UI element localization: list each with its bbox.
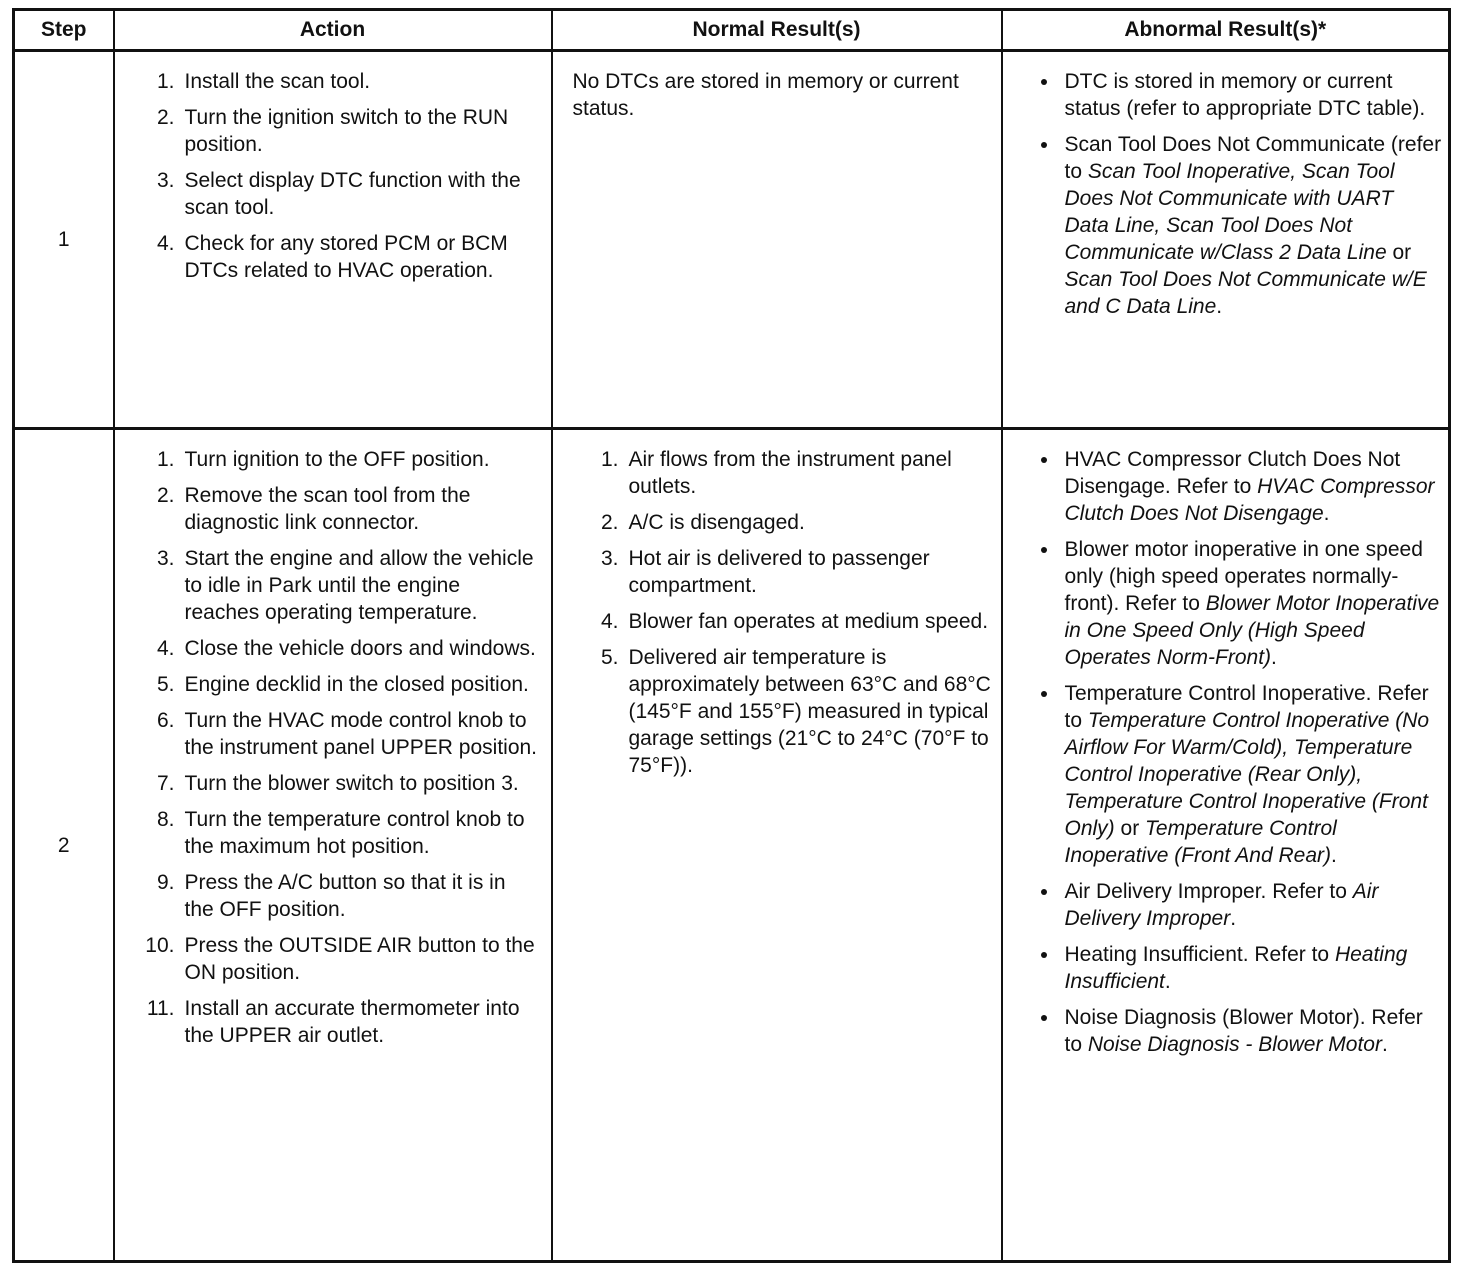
item-number: 1. [156,448,175,471]
item-text: Close the vehicle doors and windows. [184,637,536,660]
abnormal-result-cell [1002,51,1450,429]
item-text: Blower fan operates at medium speed. [628,610,989,633]
item-number: 1. [156,70,175,93]
item-number: 4. [600,610,619,633]
item-text: A/C is disengaged. [628,511,805,534]
item-text: or [1114,817,1146,840]
header-action: Action [114,10,552,51]
list-item [1003,68,1443,122]
step-number: 1 [14,51,114,429]
item-text: . [1216,295,1223,318]
item-text: Select display DTC function with the scan tool. [184,169,521,219]
header-step: Step [14,10,114,51]
list-item [1003,1004,1443,1058]
reference-title: Air Delivery Improper [1064,880,1379,930]
list-item [115,68,541,95]
item-number: 2. [600,511,619,534]
list-item [115,932,541,986]
reference-title: HVAC Compressor Clutch Does Not Disengage [1064,475,1435,525]
item-number: 9. [156,871,175,894]
item-text: . [1164,970,1171,993]
item-text: Remove the scan tool from the diagnostic link connector. [184,484,471,534]
action-cell [114,429,552,1262]
item-number: 11. [146,997,175,1020]
header-normal-results: Normal Result(s) [552,10,1002,51]
item-text: or [1386,241,1412,264]
list-item [1003,446,1443,527]
item-text: Air Delivery Improper. Refer to [1064,880,1353,903]
item-number: 3. [600,547,619,570]
item-text: HVAC Compressor Clutch Does Not Disengage. Refer to [1064,448,1401,498]
bullet-icon [1041,79,1047,85]
item-number: 3. [156,169,175,192]
reference-title: Heating Insufficient [1064,943,1408,993]
bullet-icon [1041,952,1047,958]
item-text: Install an accurate thermometer into the UPPER air outlet. [184,997,520,1047]
bullet-icon [1041,1015,1047,1021]
bullet-icon [1041,547,1047,553]
item-text: Temperature Control Inoperative. Refer to [1064,682,1429,732]
list-item [115,770,541,797]
reference-title: Blower Motor Inoperative in One Speed Only (High Speed Operates Norm-Front) [1064,592,1440,669]
reference-title: Temperature Control Inoperative (No Airflow For Warm/Cold), Temperature Control Inoperative (Rear Only), Temperature Control Inoperative (Front Only) [1064,709,1430,840]
item-number: 10. [145,934,175,957]
bullet-icon [1041,457,1047,463]
bullet-icon [1041,889,1047,895]
list-item [553,509,995,536]
item-text: Press the A/C button so that it is in the OFF position. [184,871,506,921]
item-text: Hot air is delivered to passenger compartment. [628,547,930,597]
reference-title: Noise Diagnosis - Blower Motor [1087,1033,1382,1056]
normal-result-cell [552,429,1002,1262]
item-text: Turn the HVAC mode control knob to the instrument panel UPPER position. [184,709,538,759]
list-item [553,608,995,635]
item-text: DTC is stored in memory or current status (refer to appropriate DTC table). [1064,70,1426,120]
list-item [553,446,995,500]
item-text: . [1323,502,1330,525]
list-item [115,104,541,158]
item-text: Start the engine and allow the vehicle to idle in Park until the engine reaches operating temperature. [184,547,534,624]
item-text: Air flows from the instrument panel outlets. [628,448,952,498]
item-number: 7. [156,772,175,795]
abnormal-result-list [1003,68,1443,320]
normal-result-cell [552,51,1002,429]
action-list [115,446,541,1049]
header-row [14,10,1450,51]
item-text: . [1381,1033,1388,1056]
item-number: 6. [156,709,175,732]
item-text: . [1271,646,1277,669]
item-number: 2. [156,106,175,129]
list-item [115,671,541,698]
item-text: Engine decklid in the closed position. [184,673,529,696]
item-number: 4. [156,637,175,660]
list-item [115,707,541,761]
reference-title: Scan Tool Does Not Communicate w/E and C Data Line [1064,268,1427,318]
item-number: 4. [156,232,175,255]
item-text: Turn the blower switch to position 3. [184,772,519,795]
item-text: . [1230,907,1237,930]
list-item [115,482,541,536]
item-text: Delivered air temperature is approximately between 63°C and 68°C (145°F and 155°F) measured in typical garage settings (21°C to 24°C (70°F to 75°F)). [628,646,991,777]
item-text: Noise Diagnosis (Blower Motor). Refer to [1064,1006,1423,1056]
bullet-icon [1041,691,1047,697]
action-list [115,68,541,284]
table-row-step-2 [14,429,1450,1262]
item-text: Turn the ignition switch to the RUN position. [184,106,509,156]
item-text: Check for any stored PCM or BCM DTCs related to HVAC operation. [184,232,508,282]
list-item [115,806,541,860]
abnormal-result-list [1003,446,1443,1058]
item-text: Turn the temperature control knob to the maximum hot position. [184,808,525,858]
action-cell [114,51,552,429]
item-text: Install the scan tool. [184,70,371,93]
item-number: 2. [156,484,175,507]
item-text: Heating Insufficient. Refer to [1064,943,1335,966]
list-item [115,167,541,221]
item-number: 5. [600,646,619,669]
list-item [1003,131,1443,320]
bullet-icon [1041,142,1047,148]
item-number: 3. [156,547,175,570]
list-item [1003,680,1443,869]
list-item [553,545,995,599]
normal-result-text: No DTCs are stored in memory or current status. [572,70,959,120]
table-row-step-1 [14,51,1450,429]
list-item [115,995,541,1049]
item-text: Blower motor inoperative in one speed only (high speed operates normally-front). Refer to [1064,538,1423,615]
item-number: 5. [156,673,175,696]
list-item [1003,941,1443,995]
list-item [115,869,541,923]
list-item [115,545,541,626]
list-item [115,635,541,662]
list-item [1003,878,1443,932]
item-text: Press the OUTSIDE AIR button to the ON position. [184,934,535,984]
list-item [553,644,995,779]
reference-title: Temperature Control Inoperative (Front And Rear) [1064,817,1337,867]
item-number: 1. [600,448,619,471]
item-text: . [1331,844,1337,867]
item-text: Scan Tool Does Not Communicate (refer to [1064,133,1442,183]
step-number: 2 [14,429,114,1262]
diagnostic-table [12,8,1451,1263]
list-item [115,230,541,284]
abnormal-result-cell [1002,429,1450,1262]
reference-title: Scan Tool Inoperative, Scan Tool Does Not Communicate with UART Data Line, Scan Tool Does Not Communicate w/Class 2 Data Line [1064,160,1395,264]
header-abnormal-results: Abnormal Result(s)* [1002,10,1450,51]
item-text: Turn ignition to the OFF position. [184,448,490,471]
item-number: 8. [156,808,175,831]
list-item [115,446,541,473]
list-item [1003,536,1443,671]
normal-result-list [553,446,995,779]
